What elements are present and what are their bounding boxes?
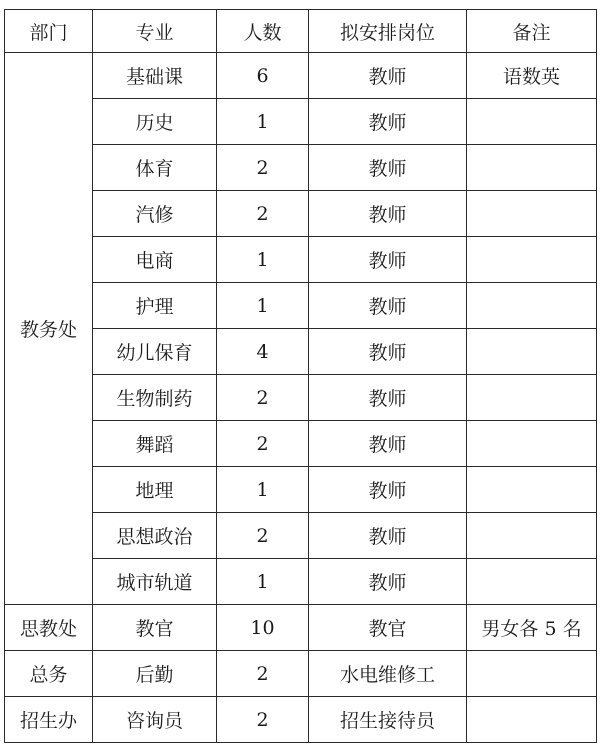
- major-cell: 生物制药: [93, 375, 217, 421]
- header-department: 部门: [5, 10, 93, 53]
- post-cell: 教师: [309, 329, 467, 375]
- note-cell: [467, 513, 597, 559]
- post-cell: 教师: [309, 237, 467, 283]
- major-cell: 护理: [93, 283, 217, 329]
- major-cell: 电商: [93, 237, 217, 283]
- post-cell: 教师: [309, 191, 467, 237]
- note-cell: [467, 329, 597, 375]
- table-row: [5, 99, 597, 145]
- note-cell: [467, 651, 597, 697]
- note-cell: [467, 145, 597, 191]
- major-cell: 体育: [93, 145, 217, 191]
- post-cell: 教师: [309, 421, 467, 467]
- note-cell: [467, 375, 597, 421]
- count-cell: 2: [217, 191, 309, 237]
- post-cell: 教师: [309, 467, 467, 513]
- post-cell: 教官: [309, 605, 467, 651]
- count-cell: 2: [217, 513, 309, 559]
- major-cell: 咨询员: [93, 697, 217, 743]
- note-cell: 语数英: [467, 53, 597, 99]
- major-cell: 地理: [93, 467, 217, 513]
- count-cell: 2: [217, 421, 309, 467]
- table-row: [5, 237, 597, 283]
- table-row: [5, 53, 597, 99]
- count-cell: 1: [217, 237, 309, 283]
- header-count: 人数: [217, 10, 309, 53]
- major-cell: 教官: [93, 605, 217, 651]
- staffing-table: [4, 9, 597, 743]
- header-major: 专业: [93, 10, 217, 53]
- major-cell: 幼儿保育: [93, 329, 217, 375]
- note-cell: [467, 99, 597, 145]
- note-cell: [467, 283, 597, 329]
- table-row: [5, 191, 597, 237]
- note-cell: [467, 237, 597, 283]
- department-cell: 教务处: [5, 53, 93, 605]
- count-cell: 1: [217, 99, 309, 145]
- table-body: [5, 53, 597, 743]
- table-row: [5, 651, 597, 697]
- table-row: [5, 421, 597, 467]
- count-cell: 2: [217, 697, 309, 743]
- department-cell: 总务: [5, 651, 93, 697]
- count-cell: 2: [217, 375, 309, 421]
- major-cell: 思想政治: [93, 513, 217, 559]
- post-cell: 招生接待员: [309, 697, 467, 743]
- table-row: [5, 283, 597, 329]
- table-row: [5, 697, 597, 743]
- major-cell: 舞蹈: [93, 421, 217, 467]
- table-row: [5, 145, 597, 191]
- department-cell: 招生办: [5, 697, 93, 743]
- post-cell: 教师: [309, 559, 467, 605]
- major-cell: 后勤: [93, 651, 217, 697]
- note-cell: [467, 421, 597, 467]
- count-cell: 6: [217, 53, 309, 99]
- note-cell: 男女各 5 名: [467, 605, 597, 651]
- major-cell: 基础课: [93, 53, 217, 99]
- count-cell: 1: [217, 559, 309, 605]
- note-cell: [467, 191, 597, 237]
- post-cell: 教师: [309, 145, 467, 191]
- header-post: 拟安排岗位: [309, 10, 467, 53]
- count-cell: 2: [217, 651, 309, 697]
- note-cell: [467, 697, 597, 743]
- table-row: [5, 605, 597, 651]
- count-cell: 10: [217, 605, 309, 651]
- post-cell: 水电维修工: [309, 651, 467, 697]
- major-cell: 城市轨道: [93, 559, 217, 605]
- count-cell: 2: [217, 145, 309, 191]
- department-cell: 思教处: [5, 605, 93, 651]
- count-cell: 1: [217, 283, 309, 329]
- note-cell: [467, 559, 597, 605]
- table-row: [5, 467, 597, 513]
- post-cell: 教师: [309, 99, 467, 145]
- count-cell: 1: [217, 467, 309, 513]
- count-cell: 4: [217, 329, 309, 375]
- table-row: [5, 513, 597, 559]
- post-cell: 教师: [309, 283, 467, 329]
- header-row: [5, 10, 597, 53]
- table-row: [5, 329, 597, 375]
- header-note: 备注: [467, 10, 597, 53]
- note-cell: [467, 467, 597, 513]
- major-cell: 汽修: [93, 191, 217, 237]
- table-row: [5, 375, 597, 421]
- table-row: [5, 559, 597, 605]
- post-cell: 教师: [309, 513, 467, 559]
- post-cell: 教师: [309, 375, 467, 421]
- major-cell: 历史: [93, 99, 217, 145]
- post-cell: 教师: [309, 53, 467, 99]
